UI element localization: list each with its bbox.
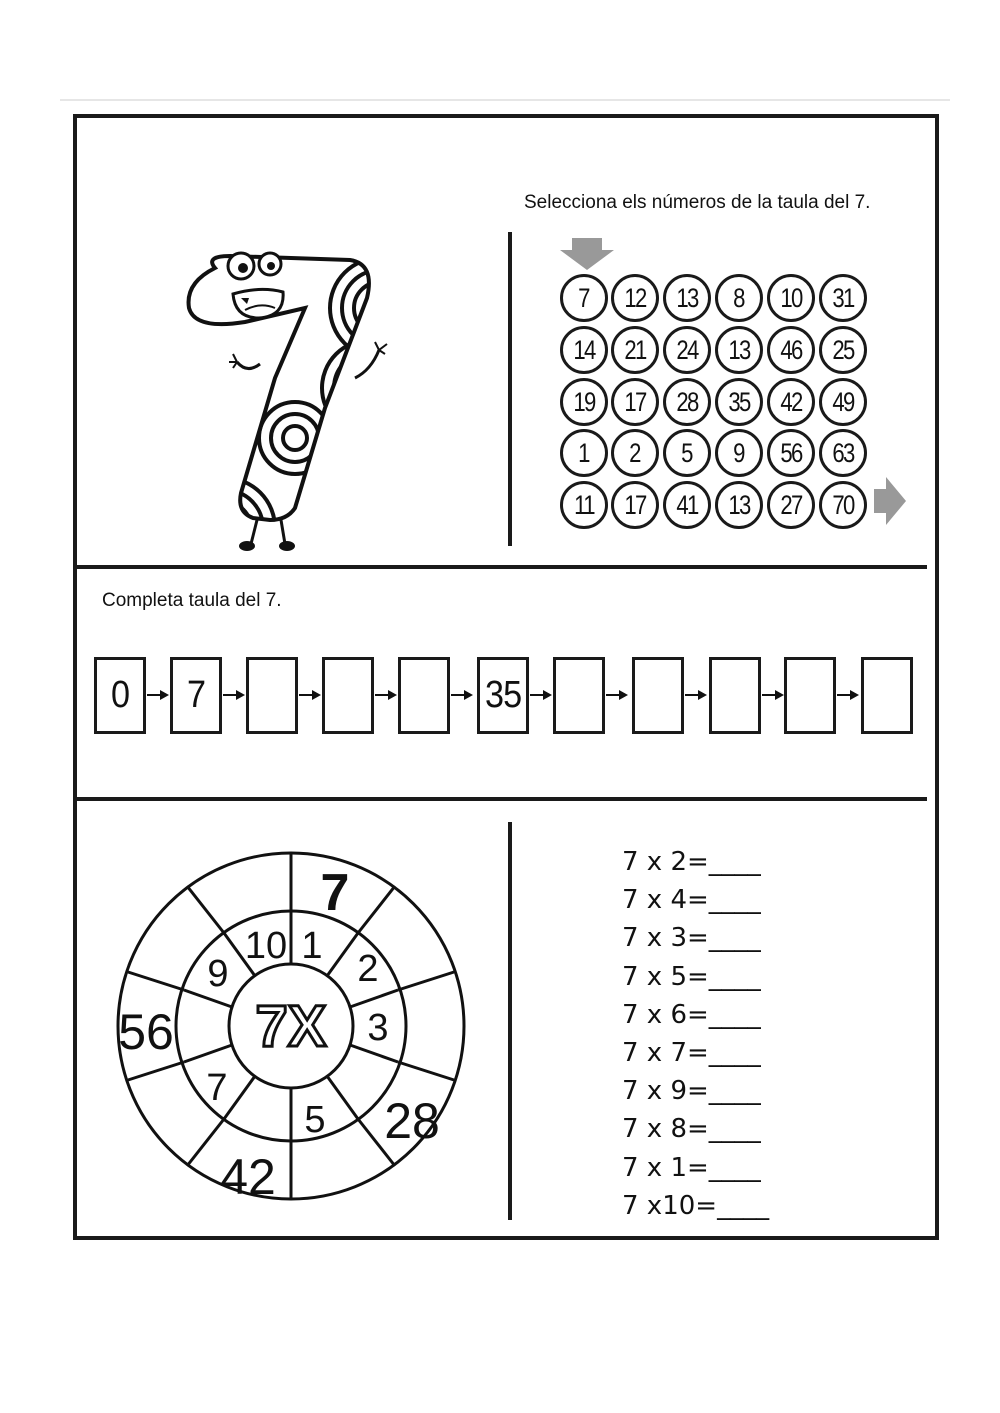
- multiplication-wheel: [116, 846, 466, 1206]
- wheel-outer-42: 42: [220, 1149, 276, 1205]
- grid-number-label: 5: [681, 437, 693, 468]
- grid-number-label: 41: [676, 489, 698, 520]
- grid-number-cell[interactable]: [611, 274, 659, 322]
- grid-number-label: 17: [624, 386, 646, 417]
- grid-number-cell[interactable]: [663, 429, 711, 477]
- sequence-value: 7: [186, 674, 206, 716]
- section-divider-2: [75, 797, 927, 801]
- sequence-answer-box[interactable]: [553, 657, 605, 734]
- wheel-inner-2: 2: [357, 948, 379, 990]
- grid-number-label: 17: [624, 489, 646, 520]
- right-arrow-icon: [874, 477, 906, 525]
- sequence-answer-box[interactable]: [398, 657, 450, 734]
- sequence-arrow-icon: [762, 690, 784, 700]
- wheel-inner-3: 3: [367, 1007, 389, 1049]
- grid-number-cell[interactable]: [560, 326, 608, 374]
- grid-number-label: 46: [780, 334, 802, 365]
- grid-number-label: 27: [780, 489, 802, 520]
- wheel-inner-10: 10: [244, 925, 288, 967]
- multiplication-equation[interactable]: 7 x 4=____: [622, 885, 761, 916]
- grid-number-cell[interactable]: [767, 481, 815, 529]
- multiplication-equation[interactable]: 7 x 3=____: [622, 923, 761, 954]
- page-top-rule: [60, 99, 950, 101]
- grid-number-cell[interactable]: [611, 429, 659, 477]
- multiplication-equation[interactable]: 7 x 5=____: [622, 961, 761, 992]
- grid-number-label: 9: [733, 437, 745, 468]
- grid-number-cell[interactable]: [663, 274, 711, 322]
- grid-number-label: 21: [624, 334, 646, 365]
- grid-number-label: 49: [832, 386, 854, 417]
- number-seven-character-icon: [175, 238, 405, 558]
- grid-number-label: 14: [573, 334, 595, 365]
- grid-number-label: 35: [728, 386, 750, 417]
- grid-number-cell[interactable]: [819, 429, 867, 477]
- sequence-answer-box[interactable]: [632, 657, 684, 734]
- grid-number-cell[interactable]: [663, 326, 711, 374]
- complete-instruction: Completa taula del 7.: [102, 590, 282, 611]
- grid-number-label: 10: [780, 282, 802, 313]
- grid-number-label: 13: [676, 282, 698, 313]
- select-instruction: Selecciona els números de la taula del 7.: [524, 192, 871, 213]
- sequence-arrow-icon: [375, 690, 397, 700]
- multiplication-equation[interactable]: 7 x10=____: [622, 1190, 770, 1221]
- grid-number-cell[interactable]: [560, 378, 608, 426]
- wheel-outer-7: 7: [320, 864, 350, 922]
- sequence-value: 0: [110, 674, 130, 716]
- multiplication-equation[interactable]: 7 x 8=____: [622, 1114, 761, 1145]
- sequence-box: [477, 657, 529, 734]
- wheel-inner-1: 1: [301, 925, 323, 967]
- grid-number-label: 7: [578, 282, 590, 313]
- grid-number-label: 11: [574, 489, 594, 520]
- grid-number-cell[interactable]: [663, 378, 711, 426]
- sequence-box: [170, 657, 222, 734]
- grid-number-label: 2: [629, 437, 641, 468]
- sequence-arrow-icon: [451, 690, 473, 700]
- wheel-inner-7: 7: [206, 1067, 228, 1109]
- sequence-arrow-icon: [685, 690, 707, 700]
- wheel-center-label: 7X: [255, 994, 327, 1059]
- multiplication-equation[interactable]: 7 x 2=____: [622, 847, 761, 877]
- grid-number-cell[interactable]: [560, 481, 608, 529]
- grid-number-label: 63: [832, 437, 854, 468]
- sequence-arrow-icon: [299, 690, 321, 700]
- grid-number-cell[interactable]: [715, 481, 763, 529]
- sequence-answer-box[interactable]: [322, 657, 374, 734]
- grid-number-label: 31: [832, 282, 854, 313]
- down-arrow-icon: [560, 238, 614, 270]
- sequence-box: [94, 657, 146, 734]
- grid-number-label: 24: [676, 334, 698, 365]
- multiplication-equation[interactable]: 7 x 6=____: [622, 999, 761, 1030]
- sequence-answer-box[interactable]: [861, 657, 913, 734]
- grid-number-cell[interactable]: [611, 326, 659, 374]
- grid-number-label: 12: [624, 282, 646, 313]
- grid-number-cell[interactable]: [767, 429, 815, 477]
- grid-number-label: 19: [573, 386, 595, 417]
- sequence-arrow-icon: [837, 690, 859, 700]
- grid-number-label: 25: [832, 334, 854, 365]
- wheel-inner-9: 9: [207, 953, 229, 995]
- grid-number-cell[interactable]: [715, 274, 763, 322]
- wheel-inner-5: 5: [304, 1099, 326, 1141]
- grid-number-label: 8: [733, 282, 745, 313]
- grid-number-cell[interactable]: [819, 481, 867, 529]
- wheel-outer-28: 28: [384, 1093, 440, 1149]
- grid-number-label: 42: [780, 386, 802, 417]
- sequence-arrow-icon: [530, 690, 552, 700]
- grid-number-cell[interactable]: [560, 274, 608, 322]
- grid-number-label: 56: [780, 437, 802, 468]
- column-divider-bottom: [508, 822, 512, 1220]
- grid-number-cell[interactable]: [767, 326, 815, 374]
- grid-number-cell[interactable]: [819, 274, 867, 322]
- column-divider-top: [508, 232, 512, 546]
- grid-number-cell[interactable]: [767, 378, 815, 426]
- sequence-answer-box[interactable]: [246, 657, 298, 734]
- grid-number-cell[interactable]: [611, 378, 659, 426]
- grid-number-cell[interactable]: [767, 274, 815, 322]
- multiplication-equation[interactable]: 7 x 7=____: [622, 1038, 761, 1068]
- grid-number-label: 70: [832, 489, 854, 520]
- sequence-arrow-icon: [223, 690, 245, 700]
- multiplication-equation[interactable]: 7 x 1=____: [622, 1152, 761, 1183]
- grid-number-cell[interactable]: [819, 378, 867, 426]
- section-divider-1: [75, 565, 927, 569]
- sequence-arrow-icon: [606, 690, 628, 700]
- grid-number-label: 13: [728, 489, 750, 520]
- grid-number-cell[interactable]: [819, 326, 867, 374]
- grid-number-cell[interactable]: [715, 429, 763, 477]
- grid-number-label: 13: [728, 334, 750, 365]
- grid-number-label: 1: [578, 437, 590, 468]
- multiplication-equation[interactable]: 7 x 9=____: [622, 1076, 761, 1107]
- sequence-answer-box[interactable]: [784, 657, 836, 734]
- grid-number-cell[interactable]: [611, 481, 659, 529]
- sequence-answer-box[interactable]: [709, 657, 761, 734]
- grid-number-cell[interactable]: [715, 378, 763, 426]
- grid-number-label: 28: [676, 386, 698, 417]
- grid-number-cell[interactable]: [715, 326, 763, 374]
- grid-number-cell[interactable]: [663, 481, 711, 529]
- wheel-outer-56: 56: [118, 1004, 174, 1060]
- sequence-arrow-icon: [147, 690, 169, 700]
- grid-number-cell[interactable]: [560, 429, 608, 477]
- sequence-value: 35: [484, 674, 522, 716]
